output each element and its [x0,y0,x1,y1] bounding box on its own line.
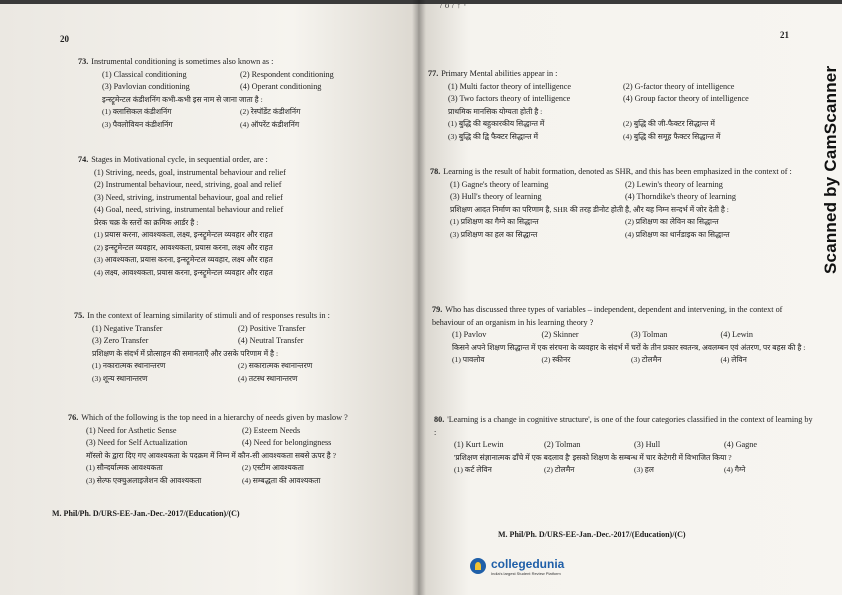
option: (3) Need for Self Actualization [86,438,188,447]
question-stem: Who has discussed three types of variables – independent, dependent and intervening, in the context of behaviour of an organism in his learning theory ? [432,305,783,327]
option: (4) Group factor theory of intelligence [623,94,749,103]
option: (1) Kurt Lewin [454,440,504,449]
hindi-option: (3) पैवलोवियन कंडीशनिंग [102,119,173,129]
option: (3) Pavlovian conditioning [102,82,190,91]
question-73 [78,56,378,131]
question-stem: 'Learning is a change in cognitive structure', is one of the four categories classified in the context of learning by : [434,415,813,437]
hindi-option: (4) ऑपरेंट कंडीशनिंग [240,119,300,129]
question-79 [432,304,810,367]
question-stem: In the context of learning similarity of stimuli and of responses results in : [87,311,330,320]
question-number: 76. [68,413,79,422]
logo-tagline: India's largest Student Review Platform [491,570,561,576]
question-80 [434,414,814,477]
question-number: 75. [74,311,85,320]
question-number: 73. [78,57,89,66]
hindi-option: (3) हल [634,465,654,474]
hindi-stem: मॉस्लो के द्वारा दिए गए आवश्यकता के पदक्रम में निम्न में कौन-सी आवश्यकता सबसे ऊपर है ? [86,450,336,460]
option: (4) Need for belongingness [242,438,332,447]
option: (2) Tolman [544,440,581,449]
option: (1) Pavlov [452,330,487,339]
hindi-option: (1) क्लासिकल कंडीशनिंग [102,107,172,116]
option: (2) G-factor theory of intelligence [623,81,735,91]
hindi-option: (2) सकारात्मक स्थानान्तरण [238,361,313,370]
option: (1) Negative Transfer [92,323,163,333]
logo-name: collegedunia [491,556,565,571]
top-handwritten-mark: / σ / ↑ · [440,0,467,10]
hindi-option: (1) सौन्दर्यात्मक आवश्यकता [86,463,163,472]
hindi-option: (1) बुद्धि की बहुकारकीय सिद्धान्त में [448,119,545,128]
hindi-option: (3) प्रशिक्षण का हल का सिद्धान्त [450,229,538,239]
question-75 [74,310,384,385]
hindi-stem: प्राथमिक मानसिक योग्यता होती है : [448,106,543,116]
option: (4) Thorndike's theory of learning [625,192,736,201]
hindi-option: (1) प्रशिक्षण का गैग्ने का सिद्धान्त [450,217,539,226]
option: (1) Gagne's theory of learning [450,179,549,189]
question-number: 80. [434,415,445,424]
camscanner-watermark: Scanned by CamScanner [821,65,840,275]
hindi-option: (4) सम्बद्धता की आवश्यकता [242,475,321,485]
option: (2) Esteem Needs [242,425,301,435]
option: (4) Goal, need, striving, instrumental behaviour and relief [94,205,284,214]
hindi-option: (2) प्रशिक्षण का लेविन का सिद्धान्त [625,217,719,226]
footer-left: M. Phil/Ph. D/URS-EE-Jan.-Dec.-2017/(Education)/(C) [52,509,240,518]
question-stem: Learning is the result of habit formation, denoted as SHR, and this has been emphasized in the context of : [443,167,792,176]
option: (2) Respondent conditioning [240,69,334,79]
hindi-option: (4) गैग्ने [724,465,746,474]
option: (4) Operant conditioning [240,82,322,91]
right-page [418,4,842,595]
question-76 [68,412,398,487]
question-stem: Stages in Motivational cycle, in sequential order, are : [91,155,268,164]
option: (3) Hull's theory of learning [450,192,542,201]
footer-right: M. Phil/Ph. D/URS-EE-Jan.-Dec.-2017/(Education)/(C) [498,530,686,539]
option: (1) Multi factor theory of intelligence [448,81,571,91]
question-74 [78,154,378,279]
page-number-right: 21 [780,30,789,40]
hindi-option: (1) प्रयास करना, आवश्यकता, लक्ष्य, इन्स्ट्रूमेन्टल व्यवहार और राहत [94,230,273,239]
hindi-stem: इन्स्ट्रूमेन्टल कंडीशनिंग कभी-कभी इस नाम से जाना जाता है : [102,94,263,104]
option: (3) Two factors theory of intelligence [448,94,571,103]
hindi-option: (3) सेल्फ एक्चुअलाइजेशन की आवश्यकता [86,475,202,485]
question-stem: Which of the following is the top need in a hierarchy of needs given by maslow ? [81,413,348,422]
hindi-option: (4) तटस्थ स्थानान्तरण [238,373,298,383]
option: (1) Classical conditioning [102,69,187,79]
question-number: 74. [78,155,89,164]
hindi-option: (3) आवश्यकता, प्रयास करना, इन्स्ट्रूमेन्टल व्यवहार, लक्ष्य और राहत [94,255,273,264]
hindi-stem: 'प्रशिक्षण संज्ञानात्मक ढाँचे में एक बदलाव है' इसको शिक्षण के सम्बन्ध में चार केटेगरी में विभाजित किया ? [454,452,732,462]
option: (4) Lewin [720,330,754,339]
hindi-option: (2) एस्टीम आवश्यकता [242,463,304,472]
hindi-option: (1) नकारात्मक स्थानान्तरण [92,361,166,370]
question-77 [428,68,798,143]
hindi-option: (3) बुद्धि की द्वि फैक्टर सिद्धान्त में [448,131,539,141]
option: (1) Striving, needs, goal, instrumental behaviour and relief [94,167,286,177]
option: (2) Skinner [541,330,579,339]
hindi-option: (3) टोलमैन [631,355,662,364]
hindi-option: (4) बुद्धि की समूह फैक्टर सिद्धान्त में [623,131,721,141]
page-number-left: 20 [60,34,69,44]
hindi-option: (2) स्कीनर [541,355,571,364]
hindi-option: (1) कर्ट लेविन [454,465,492,474]
question-number: 78. [430,167,441,176]
hindi-option: (2) रेस्पॉडेंट कंडीशनिंग [240,107,301,116]
hindi-option: (2) टोलमैन [544,465,575,474]
question-stem: Primary Mental abilities appear in : [441,69,558,78]
option: (2) Positive Transfer [238,323,306,333]
question-number: 79. [432,305,443,314]
option: (4) Gagne [724,440,757,449]
left-page [0,4,418,595]
option: (1) Need for Asthetic Sense [86,425,177,435]
option: (3) Tolman [631,330,668,339]
option: (3) Hull [634,440,661,449]
option: (2) Instrumental behaviour, need, striving, goal and relief [94,180,282,189]
hindi-stem: प्रशिक्षण आदत निर्माण का परिणाम है, SHR की तरह डीनोट होती है, और यह निम्न सन्दर्भ में जोर देती है : [450,204,729,214]
collegedunia-logo [470,548,610,584]
question-number: 77. [428,69,439,78]
hindi-option: (2) इन्स्ट्रूमेन्टल व्यवहार, आवश्यकता, प्रयास करना, लक्ष्य और राहत [94,242,273,252]
option: (2) Lewin's theory of learning [625,179,723,189]
option: (4) Neutral Transfer [238,336,304,345]
option: (3) Need, striving, instrumental behaviour, goal and relief [94,192,283,202]
hindi-option: (4) लक्ष्य, आवश्यकता, प्रयास करना, इन्स्ट्रूमेन्टल व्यवहार और राहत [94,267,273,277]
book-gutter-shadow [412,0,426,595]
hindi-option: (2) बुद्धि की जी-फैक्टर सिद्धान्त में [623,119,715,128]
hindi-stem: प्रशिक्षण के संदर्भ में प्रोत्साहन की समानताएँ और उसके परिणाम में है : [92,348,279,358]
question-78 [430,166,800,241]
hindi-option: (3) शून्य स्थानान्तरण [92,373,148,383]
hindi-option: (4) लेविन [720,355,747,364]
option: (3) Zero Transfer [92,336,149,345]
question-stem: Instrumental conditioning is sometimes also known as : [91,57,274,66]
hindi-option: (4) प्रशिक्षण का थार्नडाइक का सिद्धान्त [625,229,730,239]
hindi-option: (1) पावलोव [452,355,485,364]
collegedunia-logo-icon [470,558,486,574]
hindi-stem: प्रेरक चक्र के स्तरों का क्रमिक आर्डर है : [94,217,199,227]
hindi-stem: किसने अपने शिक्षण सिद्धान्त में एक संरचना के व्यवहार के संदर्भ में चरों के तीन प्रकार स्वतन्त्र, अवलम्बन एवं अंतरण, पर बहस की है : [452,342,806,352]
